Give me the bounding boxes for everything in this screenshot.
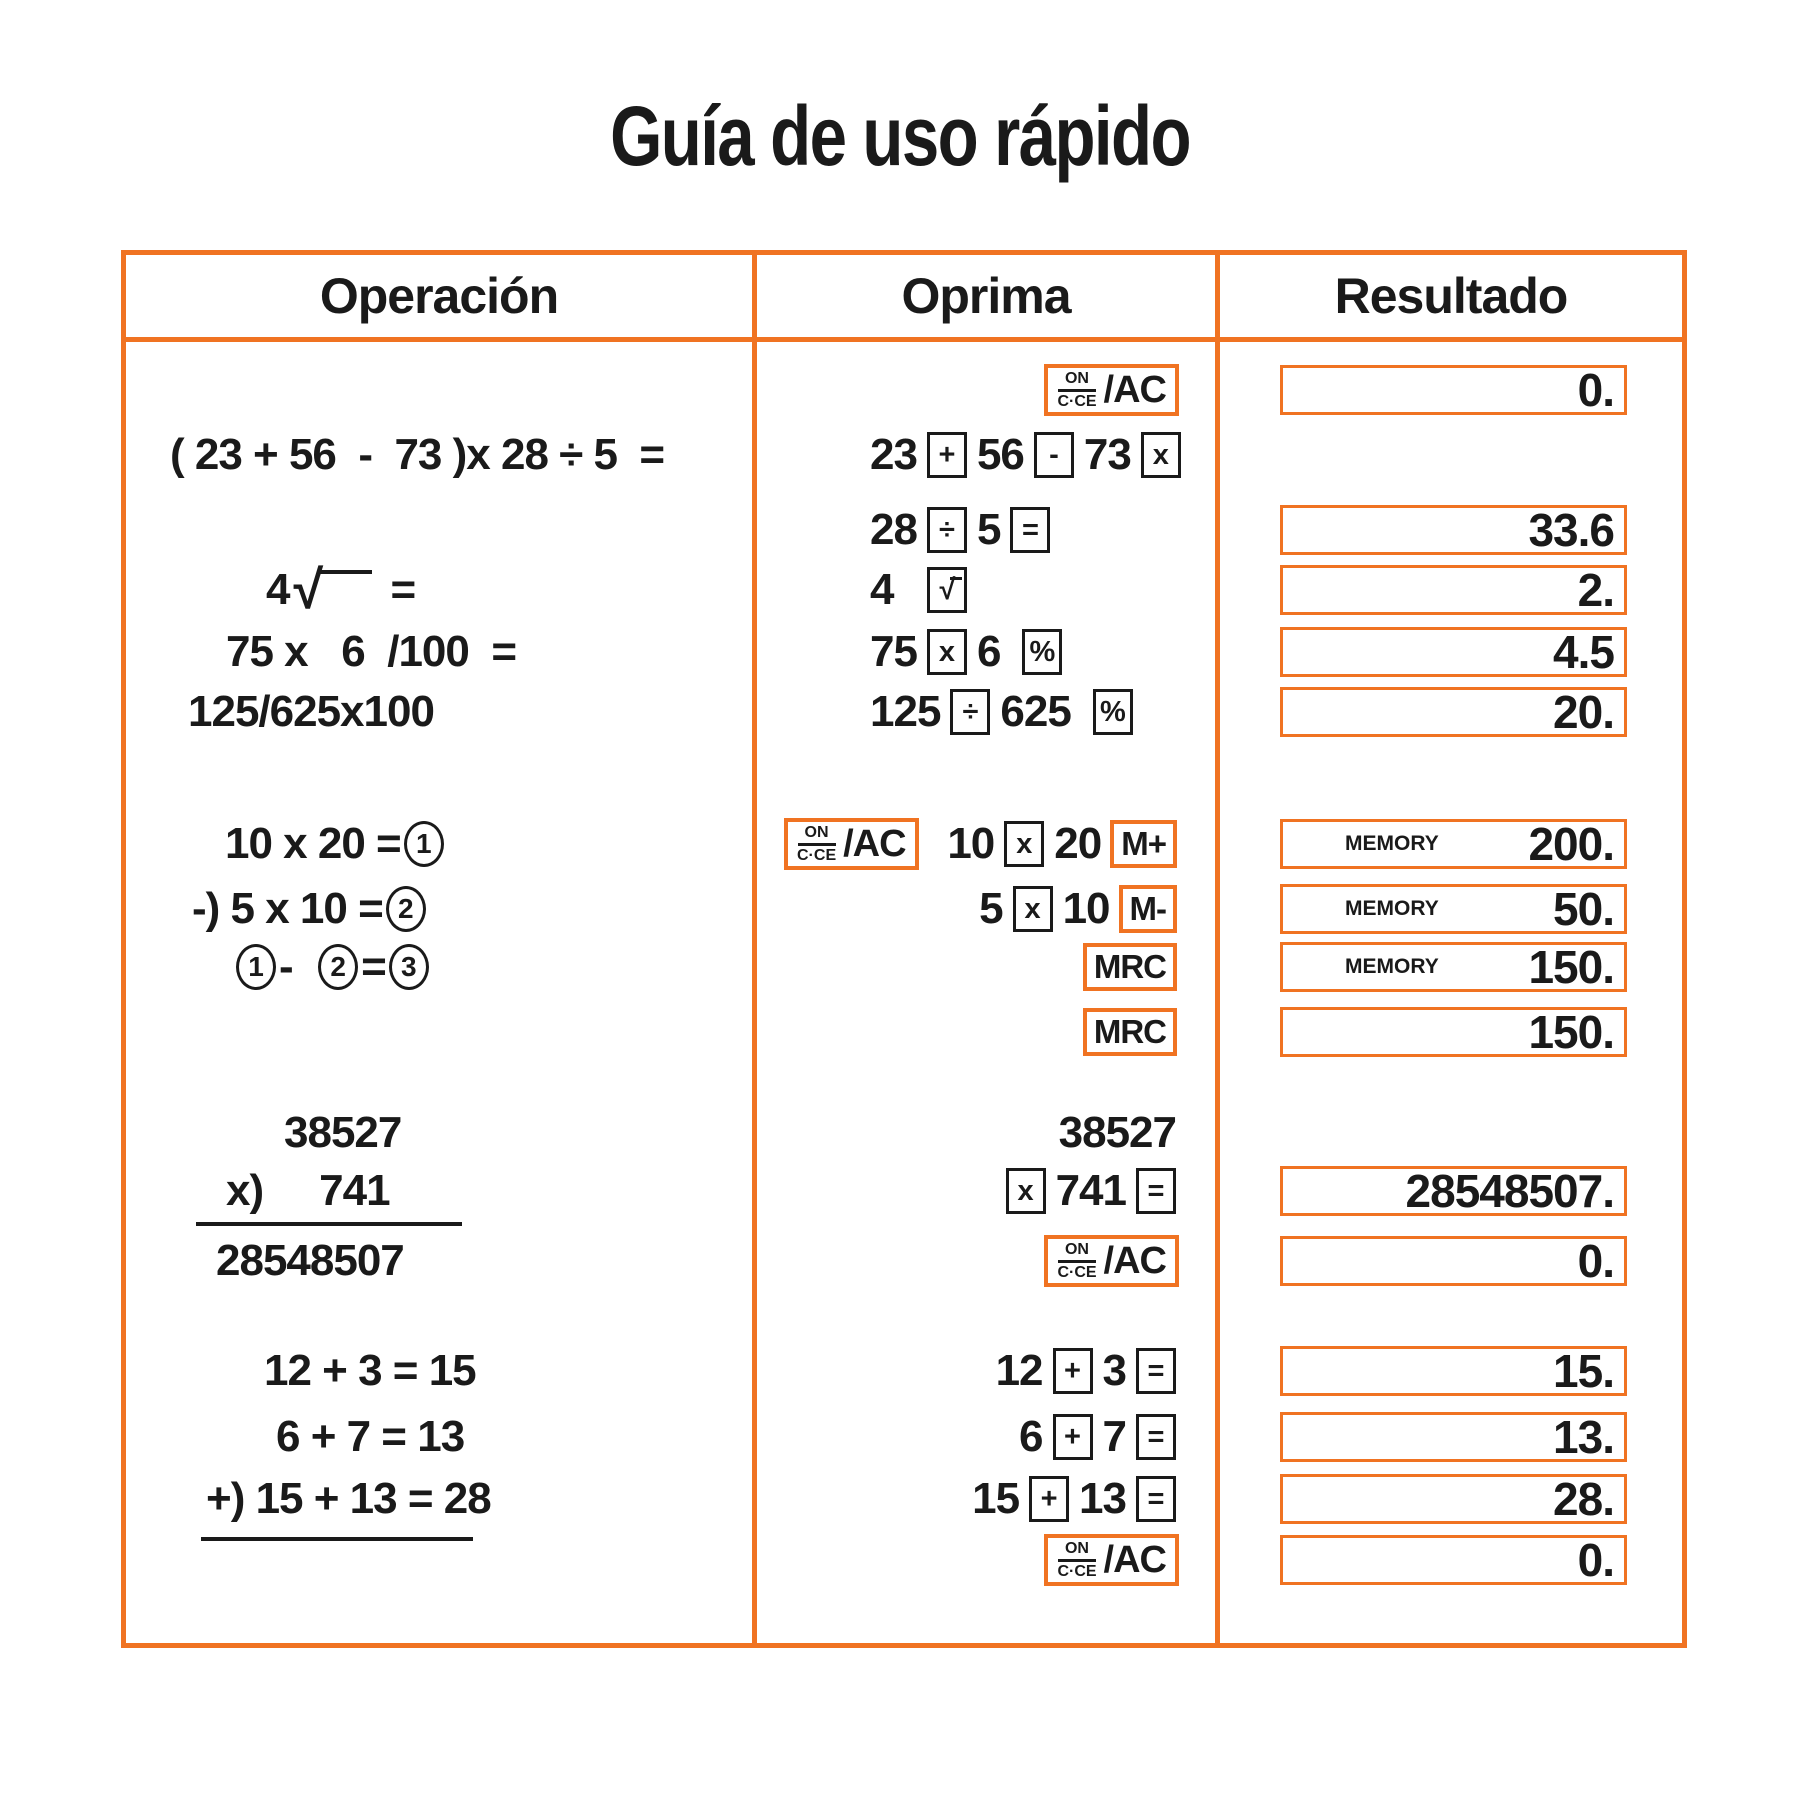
display-value: 0. <box>1577 1534 1614 1586</box>
result-cell <box>1220 1343 1682 1399</box>
press-cell <box>757 1471 1215 1527</box>
equals-key: = <box>1136 1348 1176 1394</box>
press-number: 3 <box>1102 1346 1126 1395</box>
operation-text: 38527 <box>284 1108 402 1157</box>
table-row <box>126 1532 1682 1588</box>
circled-number-2: 2 <box>318 944 358 990</box>
press-cell <box>757 1163 1215 1219</box>
operation-cell <box>126 1471 752 1527</box>
operation-text: = <box>323 565 416 614</box>
operation-text: +) 15 + 13 = 28 <box>206 1474 491 1523</box>
table-row <box>126 427 1682 483</box>
press-cell <box>757 1343 1215 1399</box>
press-number: 125 <box>870 687 941 736</box>
calculator-display <box>1280 819 1627 869</box>
press-number: 20 <box>1054 819 1102 868</box>
press-cell <box>757 1532 1215 1588</box>
operation-cell <box>126 1343 752 1399</box>
calculator-display <box>1280 505 1627 555</box>
on-label: ON <box>1058 370 1096 391</box>
table-row <box>126 1233 1682 1289</box>
operation-cell <box>126 562 752 618</box>
equals-key: = <box>1136 1168 1176 1214</box>
m-plus-key: M+ <box>1110 820 1177 868</box>
circled-number-3: 3 <box>389 944 429 990</box>
calculator-display <box>1280 1412 1627 1462</box>
press-number: 741 <box>1055 1166 1126 1215</box>
result-cell <box>1220 816 1682 872</box>
ac-label: /AC <box>1103 1538 1166 1581</box>
operation-text: 12 + 3 = 15 <box>264 1346 476 1395</box>
on-label: ON <box>1058 1540 1096 1561</box>
calculator-display <box>1280 365 1627 415</box>
equals-key: = <box>1010 507 1050 553</box>
col-header-resultado: Resultado <box>1334 268 1568 324</box>
press-cell <box>757 427 1215 483</box>
press-number: 5 <box>976 505 1001 554</box>
press-number: 12 <box>995 1346 1043 1395</box>
display-value: 13. <box>1553 1411 1614 1463</box>
operation-cell <box>126 1105 752 1161</box>
guide-table <box>121 250 1687 1648</box>
table-row <box>126 1163 1682 1219</box>
multiply-key: x <box>1141 432 1181 478</box>
table-row <box>126 816 1682 872</box>
display-value: 28548507. <box>1405 1165 1614 1217</box>
on-ac-key <box>1044 1534 1179 1586</box>
sqrt-key: √ <box>927 567 967 613</box>
equals-key: = <box>1136 1414 1176 1460</box>
sqrt-radical: √ <box>293 563 323 617</box>
operation-cell <box>126 1163 752 1219</box>
press-number: 38527 <box>1058 1108 1176 1157</box>
press-number: 73 <box>1083 430 1131 479</box>
table-row <box>126 1471 1682 1527</box>
display-value: 150. <box>1528 941 1614 993</box>
press-cell <box>757 881 1215 937</box>
press-cell <box>757 502 1215 558</box>
percent-key: % <box>1022 629 1062 675</box>
memory-indicator: MEMORY <box>1345 897 1439 920</box>
result-cell <box>1220 1409 1682 1465</box>
cce-label: C·CE <box>797 846 837 864</box>
press-number: 6 <box>1019 1412 1043 1461</box>
table-row <box>126 562 1682 618</box>
press-cell <box>757 624 1215 680</box>
multiply-key: x <box>1006 1168 1046 1214</box>
table-row <box>126 881 1682 937</box>
press-cell <box>757 939 1215 995</box>
memory-indicator: MEMORY <box>1345 832 1439 855</box>
plus-key: + <box>1053 1348 1093 1394</box>
table-row <box>126 1004 1682 1060</box>
calculator-display <box>1280 1007 1627 1057</box>
ac-label: /AC <box>843 822 906 865</box>
press-number: 4 <box>870 565 894 614</box>
operation-text: -) 5 x 10 = <box>192 884 383 933</box>
press-number: 10 <box>947 819 995 868</box>
result-cell <box>1220 1471 1682 1527</box>
calculator-display <box>1280 1474 1627 1524</box>
table-row <box>126 1343 1682 1399</box>
calculator-display <box>1280 884 1627 934</box>
result-cell <box>1220 362 1682 418</box>
mrc-key: MRC <box>1083 1008 1177 1056</box>
operation-text: 75 x 6 /100 = <box>226 627 517 676</box>
press-number: 23 <box>870 430 917 479</box>
circled-number-1: 1 <box>236 944 276 990</box>
result-cell <box>1220 1233 1682 1289</box>
press-cell <box>757 1233 1215 1289</box>
multiply-key: x <box>1004 821 1044 867</box>
operation-cell <box>126 1233 752 1289</box>
table-header <box>126 255 1682 337</box>
press-number: 7 <box>1102 1412 1126 1461</box>
result-cell <box>1220 502 1682 558</box>
table-row <box>126 362 1682 418</box>
press-number: 75 <box>870 627 917 676</box>
operation-cell <box>126 1409 752 1465</box>
operation-text: 28548507 <box>216 1236 404 1285</box>
result-cell <box>1220 562 1682 618</box>
press-number: 28 <box>870 505 917 554</box>
table-body <box>126 342 1682 1643</box>
display-value: 2. <box>1577 564 1614 616</box>
on-label: ON <box>1058 1241 1096 1262</box>
operation-cell <box>126 939 752 995</box>
on-ac-key <box>1044 364 1179 416</box>
operation-text: 4 <box>266 565 290 614</box>
ac-label: /AC <box>1103 1239 1166 1282</box>
press-number: 56 <box>976 430 1024 479</box>
plus-key: + <box>1029 1476 1069 1522</box>
operation-text: ( 23 + 56 - 73 )x 28 ÷ 5 = <box>170 430 665 479</box>
press-number: 5 <box>979 884 1003 933</box>
calculator-display <box>1280 1166 1627 1216</box>
operation-cell <box>126 684 752 740</box>
operation-text: 6 + 7 = 13 <box>276 1412 465 1461</box>
display-value: 28. <box>1553 1473 1614 1525</box>
result-cell <box>1220 881 1682 937</box>
press-number: 6 <box>976 627 1001 676</box>
divide-key: ÷ <box>950 689 990 735</box>
on-cce-fraction <box>797 824 836 864</box>
table-row <box>126 502 1682 558</box>
divide-key: ÷ <box>927 507 967 553</box>
display-value: 200. <box>1528 818 1614 870</box>
press-cell <box>757 1004 1215 1060</box>
result-cell <box>1220 1163 1682 1219</box>
operation-cell <box>126 816 752 872</box>
calculator-display <box>1280 942 1627 992</box>
on-cce-fraction <box>1057 1540 1096 1580</box>
press-cell <box>757 562 1215 618</box>
display-value: 15. <box>1553 1345 1614 1397</box>
minus-key: - <box>1034 432 1074 478</box>
circled-number-2: 2 <box>386 886 426 932</box>
operation-text: 741 <box>319 1166 390 1215</box>
plus-key: + <box>927 432 967 478</box>
calculator-display <box>1280 1236 1627 1286</box>
result-cell <box>1220 1004 1682 1060</box>
multiply-key: x <box>1013 886 1053 932</box>
on-ac-key <box>784 818 919 870</box>
calculator-display <box>1280 1346 1627 1396</box>
equals-key: = <box>1136 1476 1176 1522</box>
calculator-display <box>1280 565 1627 615</box>
press-number: 15 <box>972 1474 1020 1523</box>
cce-label: C·CE <box>1057 392 1097 410</box>
operation-text: - <box>279 942 316 991</box>
press-cell <box>757 684 1215 740</box>
press-number: 13 <box>1079 1474 1126 1523</box>
page-title: Guía de uso rápido <box>610 89 1190 183</box>
result-cell <box>1220 939 1682 995</box>
press-number: 625 <box>1000 687 1071 736</box>
operation-cell <box>126 624 752 680</box>
display-value: 33.6 <box>1528 504 1614 556</box>
display-value: 0. <box>1577 364 1614 416</box>
m-minus-key: M- <box>1119 885 1177 933</box>
table-row <box>126 939 1682 995</box>
press-number: 10 <box>1062 884 1110 933</box>
table-row <box>126 624 1682 680</box>
percent-key: % <box>1093 689 1133 735</box>
table-row <box>126 1409 1682 1465</box>
sqrt-overbar <box>950 577 962 580</box>
ac-label: /AC <box>1103 368 1166 411</box>
display-value: 4.5 <box>1553 626 1614 678</box>
on-label: ON <box>798 824 836 845</box>
display-value: 0. <box>1577 1235 1614 1287</box>
display-value: 20. <box>1553 686 1614 738</box>
press-cell <box>757 816 1215 872</box>
calculator-display <box>1280 687 1627 737</box>
on-ac-key <box>1044 1235 1179 1287</box>
calculator-display <box>1280 1535 1627 1585</box>
press-cell <box>757 362 1215 418</box>
multiply-key: x <box>927 629 967 675</box>
cce-label: C·CE <box>1057 1263 1097 1281</box>
multiplication-rule-line <box>196 1222 462 1226</box>
operation-text: 125/625x100 <box>188 687 434 736</box>
circled-number-1: 1 <box>404 821 444 867</box>
result-cell <box>1220 624 1682 680</box>
on-cce-fraction <box>1057 370 1096 410</box>
plus-key: + <box>1053 1414 1093 1460</box>
sqrt-overbar <box>318 570 372 574</box>
operation-text: 10 x 20 = <box>225 819 401 868</box>
operation-cell <box>126 881 752 937</box>
calculator-display <box>1280 627 1627 677</box>
display-value: 150. <box>1528 1006 1614 1058</box>
cce-label: C·CE <box>1057 1562 1097 1580</box>
operation-cell <box>126 427 752 483</box>
col-header-operacion: Operación <box>319 268 559 324</box>
table-row <box>126 684 1682 740</box>
result-cell <box>1220 1532 1682 1588</box>
col-header-oprima: Oprima <box>901 268 1071 324</box>
operation-text: = <box>361 942 386 991</box>
press-cell <box>757 1105 1215 1161</box>
on-cce-fraction <box>1057 1241 1096 1281</box>
result-cell <box>1220 684 1682 740</box>
press-cell <box>757 1409 1215 1465</box>
display-value: 50. <box>1553 883 1614 935</box>
mrc-key: MRC <box>1083 943 1177 991</box>
table-row <box>126 1105 1682 1161</box>
operation-text: x) <box>226 1166 264 1215</box>
memory-indicator: MEMORY <box>1345 955 1439 978</box>
